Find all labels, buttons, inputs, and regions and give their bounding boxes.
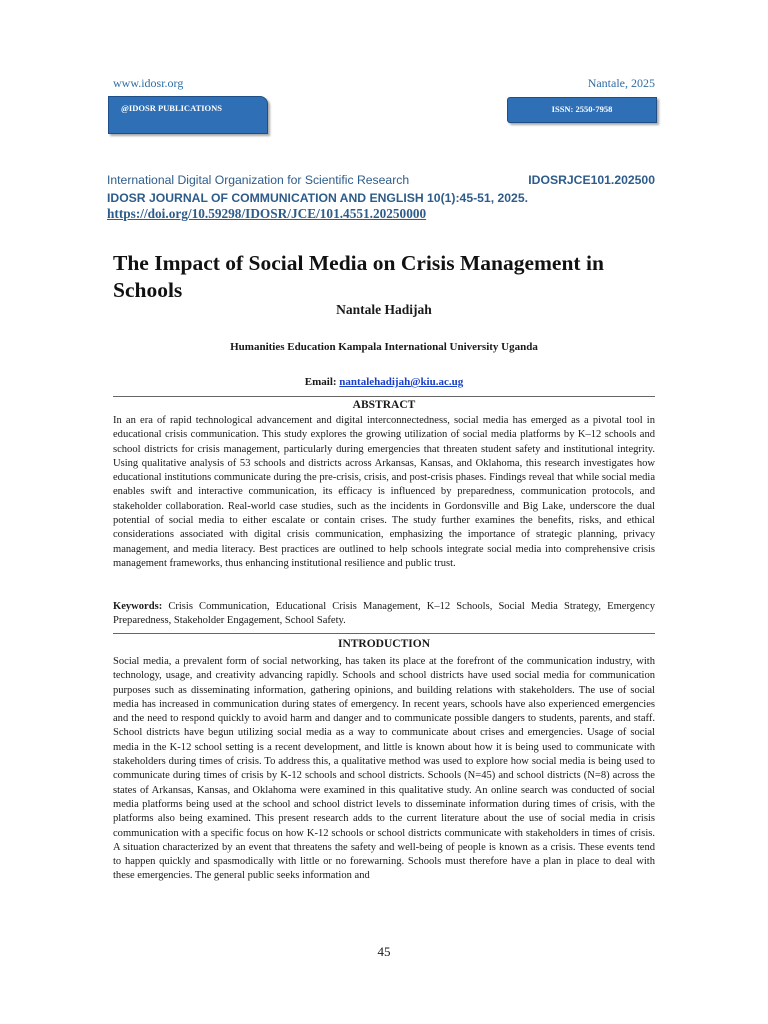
publisher-badge	[108, 96, 268, 134]
divider	[113, 396, 655, 397]
publisher-badge-label: @IDOSR PUBLICATIONS	[121, 103, 223, 113]
keywords-label: Keywords:	[113, 601, 163, 612]
keywords-text: Crisis Communication, Educational Crisis Management, K–12 Schools, Social Media Strategy, Emergency Preparedness, Stakeholder Engagement, School Safety.	[113, 601, 655, 627]
issn-badge-label: ISSN: 2550-7958	[551, 104, 613, 114]
header-date: Nantale, 2025	[587, 76, 655, 90]
abstract-text: In an era of rapid technological advancement and digital interconnectedness, social media has emerged as a pivotal tool in educational crisis communication. This study explores the growing utilization of social media platforms by K–12 schools and school districts for crisis management, particularly during emergencies that threaten student safety and institutional integrity. Using qualitative analysis of 53 schools and districts across Arkansas, Kansas, and Oklahoma, this research investigates how educational institutions communicate during the pre-crisis, crisis, and post-crisis phases. Findings reveal that while social media enables swift and interactive communication, its efficacy is influenced by preparedness, communication protocols, and stakeholder collaboration. Real-world case studies, such as the incidents in Gordonsville and Big Lake, underscore the dual potential of social media to either escalate or contain crises. The study further examines the benefits, risks, and ethical considerations associated with digital crisis communication, emphasizing the importance of strategic planning, privacy management, and media literacy. Best practices are outlined to help schools integrate social media into comprehensive crisis management frameworks, thus enhancing institutional resilience and public trust.	[113, 415, 655, 569]
journal-citation: IDOSR JOURNAL OF COMMUNICATION AND ENGLISH 10(1):45-51, 2025.	[107, 191, 528, 205]
divider	[113, 633, 655, 634]
introduction-heading: INTRODUCTION	[337, 638, 430, 650]
abstract-heading: ABSTRACT	[352, 399, 416, 411]
email-label: Email:	[304, 376, 337, 388]
article-title: The Impact of Social Media on Crisis Management in Schools	[113, 251, 604, 302]
keywords	[113, 600, 655, 629]
issn-badge	[507, 97, 657, 123]
website-link[interactable]: www.idosr.org	[113, 76, 184, 90]
email-link[interactable]: nantalehadijah@kiu.ac.ug	[339, 376, 464, 388]
article-code: IDOSRJCE101.202500	[528, 173, 655, 187]
author-email	[0, 376, 768, 388]
organization-name: International Digital Organization for Scientific Research	[107, 173, 410, 187]
doi-link[interactable]: https://doi.org/10.59298/IDOSR/JCE/101.4551.20250000	[107, 206, 427, 221]
introduction-text: Social media, a prevalent form of social networking, has taken its place at the forefront of the communication industry, with technology, usage, and creativity advancing rapidly. Schools and school districts have used social media for communication purposes such as disseminating information, gathering opinions, and building relations with stakeholders. The use of social media has increased in communication during states of emergency. In recent years, schools have also experienced emergencies and the need to respond quickly to avoid harm and danger and to communicate possible dangers to students, parents, and staff. School districts have begun utilizing social media as a way to communicate about crises and emergencies. Usage of social media in the K-12 school setting is a recent development, and little is known about how it is being used to communicate with stakeholders during times of crisis. To address this, a qualitative method was used to explore how social media is being used to communicate during times of crisis by K-12 schools and school districts. Schools (N=45) and school districts (N=8) across the states of Arkansas, Kansas, and Oklahoma were examined in this qualitative study. An online search was conducted of social media platforms being used at the school and school district levels to disseminate information during times of crisis, with the platforms also being examined. This present research adds to the current literature about the use of social media in crisis communication with a specific focus on how K-12 schools or school districts communicate with stakeholders in times of crisis. A situation characterized by an event that threatens the safety and well-being of people is known as a crisis. These events tend to happen quickly and spasmodically with little or no forewarning. Schools must therefore have a plan in place to deal with these emergencies. The general public seeks information and	[113, 656, 655, 882]
author-affiliation: Humanities Education Kampala International University Uganda	[230, 341, 538, 353]
page-number: 45	[377, 944, 391, 959]
author-name: Nantale Hadijah	[336, 302, 432, 317]
